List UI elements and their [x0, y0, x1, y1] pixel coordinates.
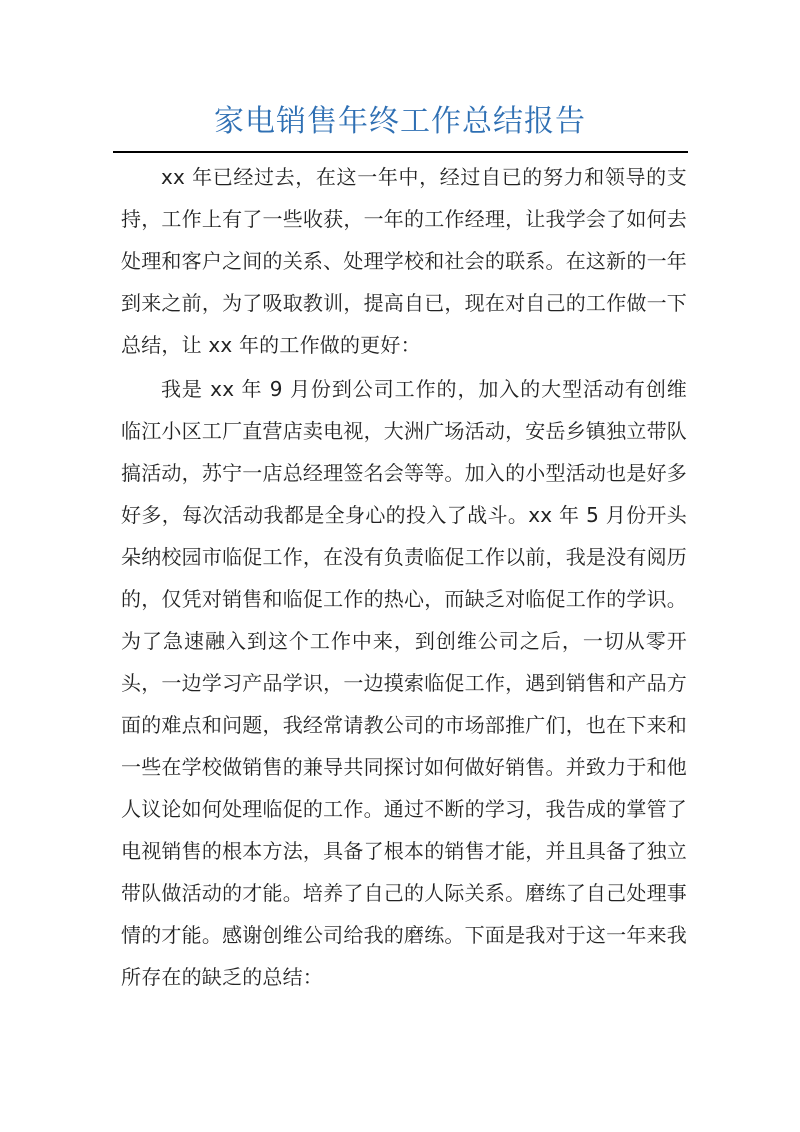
document-title: 家电销售年终工作总结报告 [214, 104, 586, 139]
document-body [121, 156, 687, 1000]
paragraph-experience: 我是 xx 年 9 月份到公司工作的，加入的大型活动有创维临江小区工厂直营店卖电视，大洲广场活动，安岳乡镇独立带队搞活动，苏宁一店总经理签名会等等。加入的小型活动也是好多好多，每次活动我都是全身心的投入了战斗。xx 年 5 月份开头朵纳校园市临促工作，在没有负责临促工作以前，我是没有阅历的，仅凭对销售和临促工作的热心，而缺乏对临促工作的学识。为了急速融入到这个工作中来，到创维公司之后，一切从零开头，一边学习产品学识，一边摸索临促工作，遇到销售和产品方面的难点和问题，我经常请教公司的市场部推广们，也在下来和一些在学校做销售的兼导共同探讨如何做好销售。并致力于和他人议论如何处理临促的工作。通过不断的学习，我告成的掌管了电视销售的根本方法，具备了根本的销售才能，并且具备了独立带队做活动的才能。培养了自己的人际关系。磨练了自己处理事情的才能。感谢创维公司给我的磨练。下面是我对于这一年来我所存在的缺乏的总结： [121, 377, 687, 989]
paragraph-intro: xx 年已经过去，在这一年中，经过自已的努力和领导的支持，工作上有了一些收获，一年的工作经理，让我学会了如何去处理和客户之间的关系、处理学校和社会的联系。在这新的一年到来之前，为了吸取教训，提高自已，现在对自己的工作做一下总结，让 xx 年的工作做的更好： [121, 165, 687, 357]
title-underline [113, 151, 688, 153]
